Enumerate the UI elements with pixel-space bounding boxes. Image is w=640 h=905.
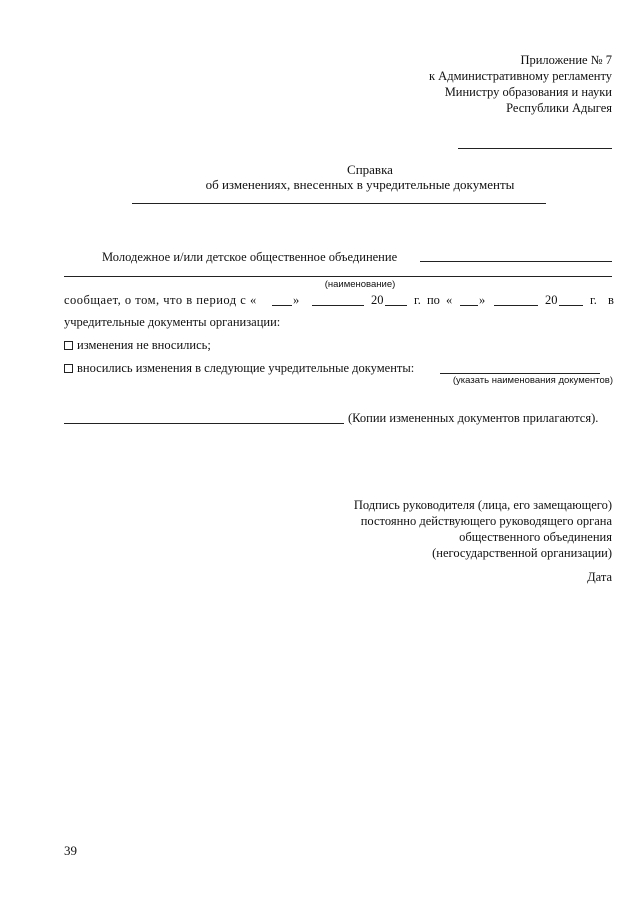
document-title: Справка: [347, 162, 393, 177]
option-no-changes-label: изменения не вносились;: [77, 338, 211, 352]
signature-line-4: (негосударственной организации): [432, 546, 612, 560]
org-name-field-line-1[interactable]: [420, 261, 612, 262]
signature-line-2: постоянно действующего руководящего органа: [360, 514, 612, 528]
period-start-day-field[interactable]: [272, 305, 292, 306]
period-start-quote: »: [293, 293, 300, 307]
appendix-reference: к Административному регламенту: [428, 69, 612, 83]
checkbox-changes-made[interactable]: [64, 364, 73, 373]
period-suffix: г. в: [590, 293, 614, 307]
appendix-republic: Республики Адыгея: [506, 101, 612, 115]
page-number: 39: [64, 843, 77, 858]
signature-line-3: общественного объединения: [459, 530, 612, 544]
founding-docs-text: учредительные документы организации:: [64, 315, 281, 329]
copies-field[interactable]: [64, 423, 344, 424]
appendix-ministry: Министру образования и науки: [444, 85, 612, 99]
document-subtitle: об изменениях, внесенных в учредительные документы: [205, 177, 515, 192]
period-end-year-field[interactable]: [559, 305, 583, 306]
period-start-year-prefix: 20: [371, 293, 384, 307]
appendix-header: [312, 52, 612, 116]
org-name-caption: (наименование): [324, 279, 396, 290]
signature-line-1: Подпись руководителя (лица, его замещающего): [353, 498, 612, 512]
signature-block: [292, 497, 612, 561]
changed-docs-caption: (указать наименования документов): [452, 375, 613, 386]
option-changes-made-label: вносились изменения в следующие учредительные документы:: [77, 361, 415, 375]
period-start-year-field[interactable]: [385, 305, 407, 306]
period-prefix: сообщает, о том, что в период с «: [64, 293, 257, 307]
subtitle-underline: [132, 203, 546, 204]
period-to-text: г. по «: [414, 293, 453, 307]
period-start-month-field[interactable]: [312, 305, 364, 306]
option-changes-made[interactable]: [64, 361, 414, 376]
header-signature-line: [458, 148, 612, 149]
org-name-field-line-2[interactable]: [64, 276, 612, 277]
period-end-year-prefix: 20: [545, 293, 558, 307]
option-no-changes[interactable]: [64, 338, 211, 353]
period-end-day-field[interactable]: [460, 305, 478, 306]
date-label: Дата: [587, 570, 612, 584]
copies-attached-text: (Копии измененных документов прилагаются).: [348, 411, 599, 425]
checkbox-no-changes[interactable]: [64, 341, 73, 350]
org-label: Молодежное и/или детское общественное объединение: [102, 250, 398, 264]
period-end-quote: »: [479, 293, 486, 307]
changed-docs-field[interactable]: [440, 373, 600, 374]
period-end-month-field[interactable]: [494, 305, 538, 306]
appendix-number: Приложение № 7: [520, 53, 612, 67]
